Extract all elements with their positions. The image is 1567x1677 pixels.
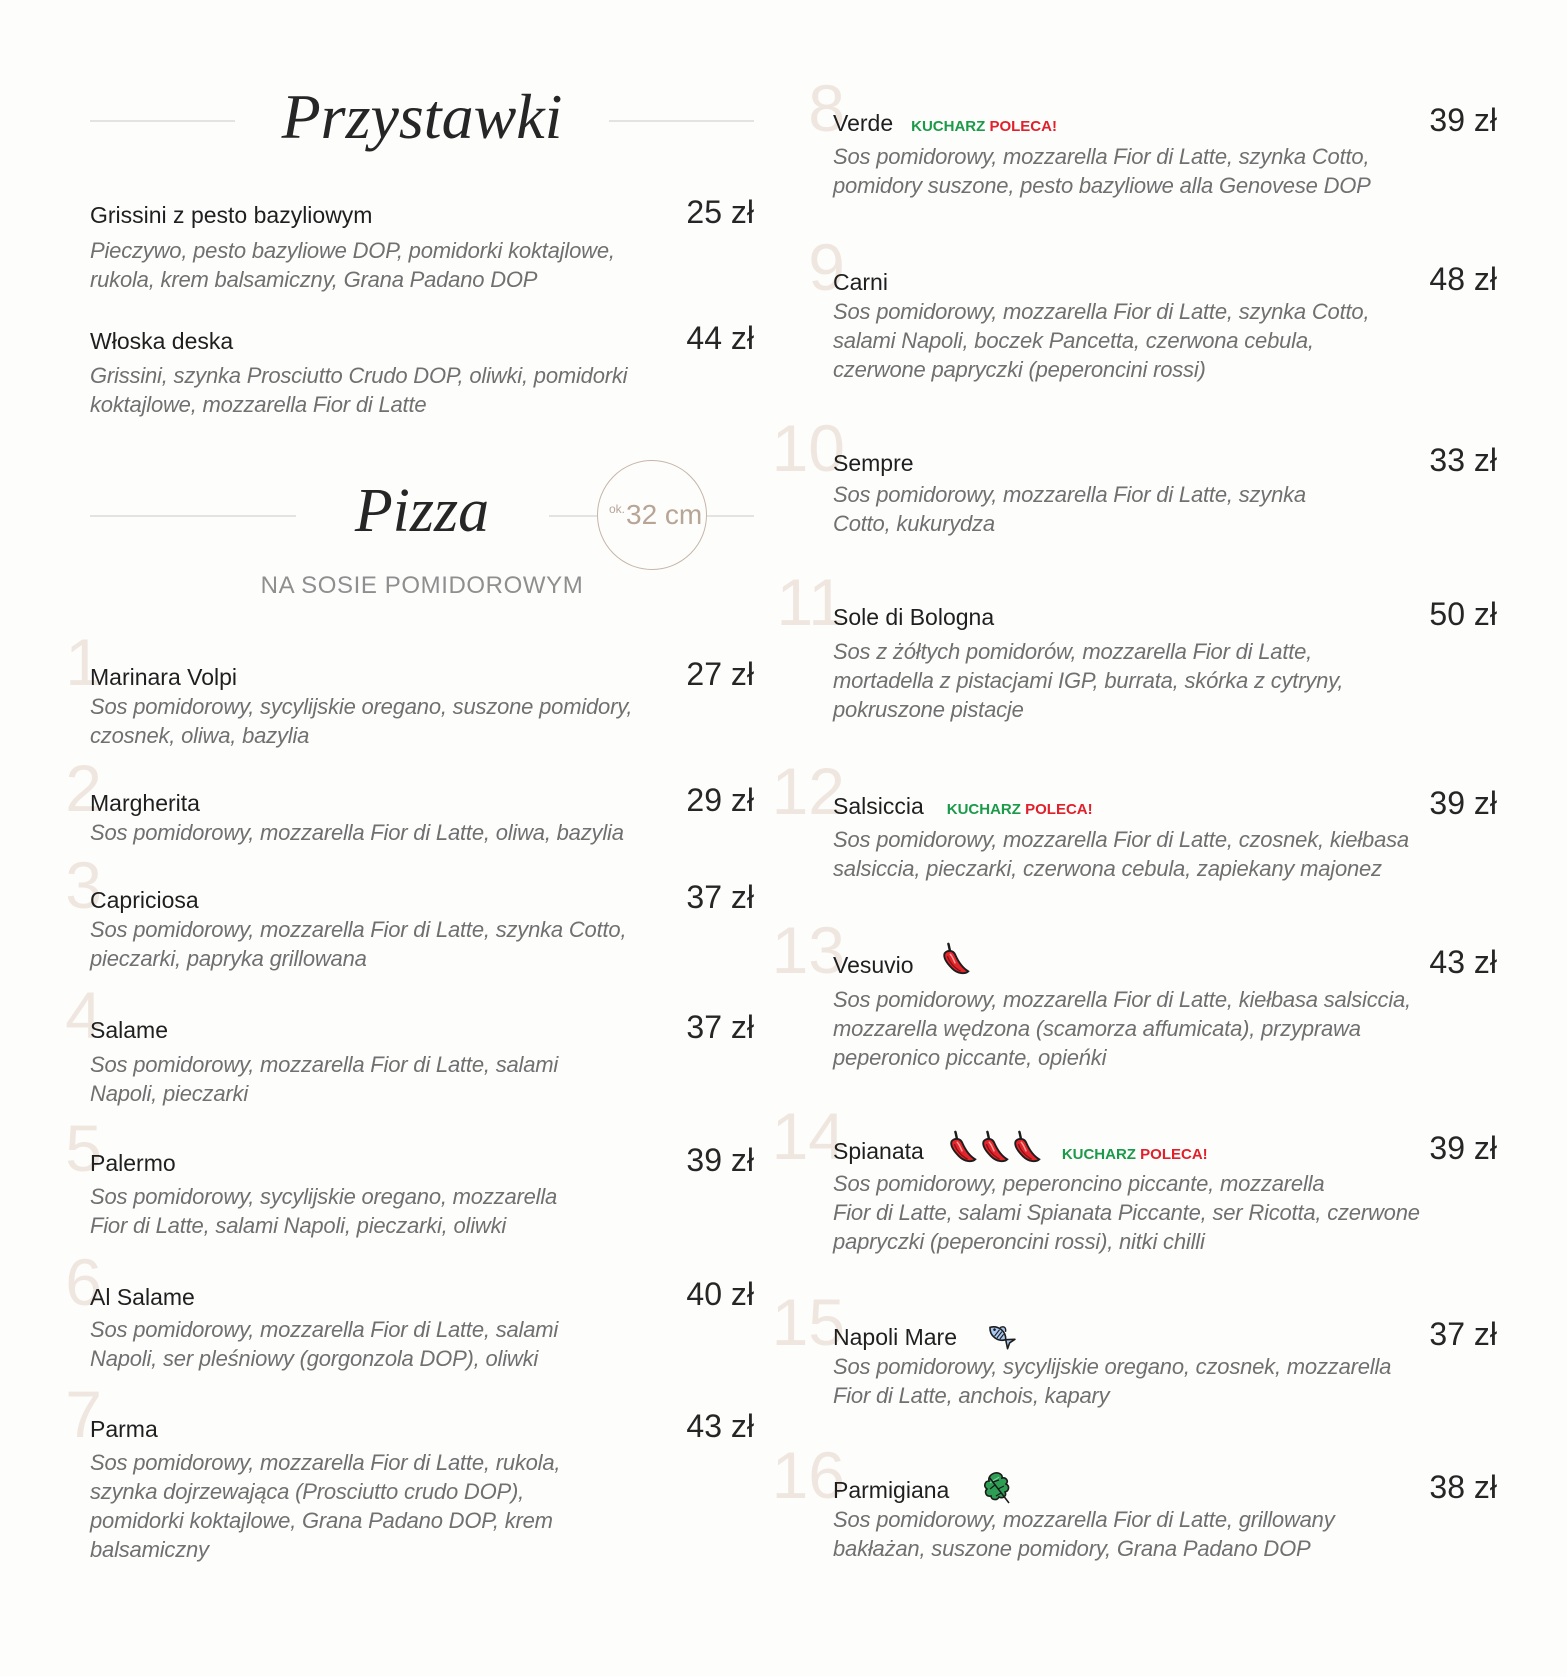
description-line: Sos pomidorowy, mozzarella Fior di Latte, rukola,	[90, 1450, 561, 1475]
item-price: 29 zł	[686, 782, 754, 818]
description-line: Sos pomidorowy, sycylijskie oregano, mozzarella	[90, 1184, 558, 1209]
seafood-indicator	[985, 1344, 1017, 1345]
description-line: Sos pomidorowy, mozzarella Fior di Latte, szynka Cotto,	[833, 299, 1370, 324]
item-name: Capriciosa	[90, 887, 199, 913]
badge-word-kucharz: KUCHARZ	[911, 118, 986, 135]
badge-word-poleca: POLECA!	[1025, 801, 1093, 818]
item-description	[90, 915, 626, 973]
item-description	[90, 361, 627, 419]
item-description	[833, 1169, 1420, 1256]
item-number: 15	[771, 1285, 845, 1359]
menu-item	[65, 1111, 754, 1238]
item-name: Parmigiana	[833, 1477, 950, 1503]
item-price: 39 zł	[686, 1142, 754, 1178]
chili-icon	[946, 1130, 978, 1164]
item-price: 39 zł	[1429, 102, 1497, 138]
item-number: 5	[65, 1111, 102, 1185]
description-line: pokruszone pistacje	[833, 697, 1024, 722]
menu-item	[65, 978, 754, 1106]
item-number: 8	[808, 71, 845, 145]
item-description	[90, 818, 624, 847]
item-description	[833, 297, 1369, 384]
item-number: 12	[771, 754, 845, 828]
item-header	[833, 596, 1497, 632]
size-value: 32 cm	[626, 499, 703, 530]
menu-item	[771, 411, 1497, 536]
item-number: 9	[808, 230, 845, 304]
description-line: czerwone papryczki (peperoncini rossi)	[833, 357, 1206, 382]
description-line: Napoli, ser pleśniowy (gorgonzola DOP), oliwki	[90, 1346, 539, 1371]
item-price: 37 zł	[686, 1009, 754, 1045]
description-line: Sos pomidorowy, mozzarella Fior di Latte, salami	[90, 1052, 559, 1077]
description-line: Sos pomidorowy, mozzarella Fior di Latte, oliwa, bazylia	[90, 820, 624, 845]
item-name: Margherita	[90, 790, 200, 816]
item-number: 11	[776, 565, 845, 639]
item-description	[833, 825, 1409, 883]
item-price: 27 zł	[686, 656, 754, 692]
item-price: 48 zł	[1429, 261, 1497, 297]
description-line: pieczarki, papryka grillowana	[90, 946, 367, 971]
item-number: 3	[65, 848, 102, 922]
item-name: Sempre	[833, 450, 914, 476]
description-line: Grissini, szynka Prosciutto Crudo DOP, oliwki, pomidorki	[90, 363, 628, 388]
item-description	[90, 1182, 557, 1240]
item-name: Salsiccia	[833, 793, 924, 819]
item-name: Marinara Volpi	[90, 664, 238, 690]
item-description	[833, 142, 1371, 200]
item-name: Al Salame	[90, 1284, 195, 1310]
menu-item	[771, 1438, 1497, 1561]
item-name: Napoli Mare	[833, 1324, 957, 1350]
description-line: Napoli, pieczarki	[90, 1081, 249, 1106]
item-header	[90, 1276, 754, 1312]
menu-item	[771, 913, 1497, 1070]
item-price: 39 zł	[1429, 785, 1497, 821]
item-description	[90, 1315, 558, 1373]
menu-item	[65, 625, 754, 748]
item-name: Sole di Bologna	[833, 604, 995, 630]
item-header	[833, 1316, 1497, 1352]
spicy-indicator	[939, 972, 973, 973]
item-number: 13	[771, 913, 845, 987]
menu-item	[65, 1245, 754, 1371]
item-name: Włoska deska	[90, 328, 234, 354]
item-description	[833, 637, 1343, 724]
description-line: Fior di Latte, salami Napoli, pieczarki, oliwki	[90, 1213, 507, 1238]
item-price: 37 zł	[1429, 1316, 1497, 1352]
menu-item	[771, 754, 1497, 881]
section-title-pizza: Pizza	[354, 477, 490, 545]
description-line: Cotto, kukurydza	[833, 511, 995, 536]
item-price: 44 zł	[686, 320, 754, 356]
description-line: Sos pomidorowy, mozzarella Fior di Latte, szynka	[833, 482, 1306, 507]
menu-item	[90, 320, 754, 417]
item-header	[833, 944, 1497, 980]
item-number: 7	[65, 1377, 102, 1451]
description-line: Fior di Latte, anchois, kapary	[833, 1383, 1110, 1408]
description-line: Sos pomidorowy, peperoncino piccante, mozzarella	[833, 1171, 1325, 1196]
item-number: 2	[65, 751, 102, 825]
description-line: papryczki (peperoncini rossi), nitki chilli	[833, 1229, 1205, 1254]
description-line: Sos pomidorowy, mozzarella Fior di Latte, szynka Cotto,	[833, 144, 1370, 169]
item-price: 50 zł	[1429, 596, 1497, 632]
item-header	[833, 261, 1497, 297]
pizza-size-badge	[597, 460, 707, 570]
item-price: 43 zł	[1429, 944, 1497, 980]
item-description	[833, 480, 1306, 538]
item-header	[833, 785, 1497, 821]
item-name: Salame	[90, 1017, 168, 1043]
item-name: Grissini z pesto bazyliowym	[90, 202, 373, 228]
item-price: 33 zł	[1429, 442, 1497, 478]
item-number: 16	[771, 1438, 845, 1512]
badge-word-kucharz: KUCHARZ	[1061, 1146, 1136, 1163]
item-header	[90, 1009, 754, 1045]
menu-item	[65, 848, 754, 971]
menu-item	[65, 1377, 754, 1562]
chef-recommends-badge	[947, 801, 1093, 818]
chef-recommends-badge	[911, 118, 1057, 135]
description-line: Sos pomidorowy, mozzarella Fior di Latte, salami	[90, 1317, 559, 1342]
chili-icon	[978, 1130, 1010, 1164]
menu-item	[808, 71, 1497, 198]
chili-icon	[939, 942, 971, 976]
description-line: mozzarella wędzona (scamorza affumicata), przyprawa	[833, 1016, 1361, 1041]
item-number: 4	[65, 978, 102, 1052]
item-header	[90, 1142, 754, 1178]
item-header	[90, 194, 754, 230]
item-price: 25 zł	[686, 194, 754, 230]
section-title-appetizers: Przystawki	[281, 81, 563, 152]
description-line: koktajlowe, mozzarella Fior di Latte	[90, 392, 427, 417]
description-line: balsamiczny	[90, 1537, 209, 1562]
description-line: pomidory suszone, pesto bazyliowe alla Genovese DOP	[833, 173, 1371, 198]
menu-item	[65, 751, 754, 845]
chef-recommends-badge	[1062, 1146, 1208, 1163]
item-header	[90, 656, 754, 692]
item-name: Parma	[90, 1416, 158, 1442]
item-header	[90, 782, 754, 818]
description-line: Sos z żółtych pomidorów, mozzarella Fior di Latte,	[833, 639, 1313, 664]
item-price: 40 zł	[686, 1276, 754, 1312]
description-line: pomidorki koktajlowe, Grana Padano DOP, krem	[90, 1508, 553, 1533]
description-line: mortadella z pistacjami IGP, burrata, skórka z cytryny,	[833, 668, 1344, 693]
badge-word-poleca: POLECA!	[989, 118, 1057, 135]
fish-icon	[985, 1320, 1017, 1352]
item-name: Spianata	[833, 1138, 924, 1164]
menu-item	[808, 230, 1497, 382]
item-description	[833, 1352, 1391, 1410]
item-description	[833, 1505, 1335, 1563]
vegetarian-indicator	[981, 1497, 1013, 1498]
menu-item	[771, 1099, 1497, 1254]
item-header	[833, 442, 1497, 478]
menu-item	[776, 565, 1497, 722]
item-header	[833, 1469, 1497, 1505]
section-subtitle: NA SOSIE POMIDOROWYM	[260, 572, 584, 599]
description-line: Sos pomidorowy, mozzarella Fior di Latte, grillowany	[833, 1507, 1335, 1532]
item-price: 43 zł	[686, 1408, 754, 1444]
description-line: salsiccia, pieczarki, czerwona cebula, zapiekany majonez	[833, 856, 1382, 881]
description-line: Sos pomidorowy, mozzarella Fior di Latte, szynka Cotto,	[90, 917, 627, 942]
menu-item	[771, 1285, 1497, 1408]
description-line: Sos pomidorowy, mozzarella Fior di Latte, czosnek, kiełbasa	[833, 827, 1409, 852]
description-line: rukola, krem balsamiczny, Grana Padano DOP	[90, 267, 538, 292]
item-header	[833, 102, 1497, 138]
description-line: czosnek, oliwa, bazylia	[90, 723, 310, 748]
item-description	[90, 1448, 560, 1564]
item-description	[90, 692, 632, 750]
item-header	[90, 1408, 754, 1444]
chili-icon	[1010, 1130, 1042, 1164]
description-line: Sos pomidorowy, mozzarella Fior di Latte, kiełbasa salsiccia,	[833, 987, 1411, 1012]
description-line: salami Napoli, boczek Pancetta, czerwona cebula,	[833, 328, 1314, 353]
item-header	[833, 1130, 1497, 1166]
item-price: 39 zł	[1429, 1130, 1497, 1166]
description-line: Sos pomidorowy, sycylijskie oregano, czosnek, mozzarella	[833, 1354, 1392, 1379]
item-name: Carni	[833, 269, 888, 295]
leaf-icon	[981, 1471, 1013, 1505]
item-description	[90, 236, 615, 294]
item-header	[90, 879, 754, 915]
item-price: 38 zł	[1429, 1469, 1497, 1505]
item-header	[90, 320, 754, 356]
badge-word-kucharz: KUCHARZ	[946, 801, 1021, 818]
item-name: Vesuvio	[833, 952, 914, 978]
item-description	[90, 1050, 558, 1108]
description-line: peperonico piccante, opieńki	[833, 1045, 1107, 1070]
item-number: 10	[771, 411, 845, 485]
description-line: Sos pomidorowy, sycylijskie oregano, suszone pomidory,	[90, 694, 633, 719]
badge-word-poleca: POLECA!	[1140, 1146, 1208, 1163]
description-line: Fior di Latte, salami Spianata Piccante, ser Ricotta, czerwone	[833, 1200, 1420, 1225]
description-line: bakłażan, suszone pomidory, Grana Padano DOP	[833, 1536, 1311, 1561]
item-name: Palermo	[90, 1150, 176, 1176]
size-prefix: ok.	[609, 502, 626, 516]
spicy-indicator	[946, 1158, 1044, 1159]
item-description	[833, 985, 1411, 1072]
description-line: szynka dojrzewająca (Prosciutto crudo DOP),	[90, 1479, 525, 1504]
item-price: 37 zł	[686, 879, 754, 915]
menu-item	[90, 194, 754, 292]
item-name: Verde	[833, 110, 894, 136]
description-line: Pieczywo, pesto bazyliowe DOP, pomidorki koktajlowe,	[90, 238, 615, 263]
item-number: 14	[771, 1099, 845, 1173]
item-number: 6	[65, 1245, 102, 1319]
item-number: 1	[65, 625, 102, 699]
